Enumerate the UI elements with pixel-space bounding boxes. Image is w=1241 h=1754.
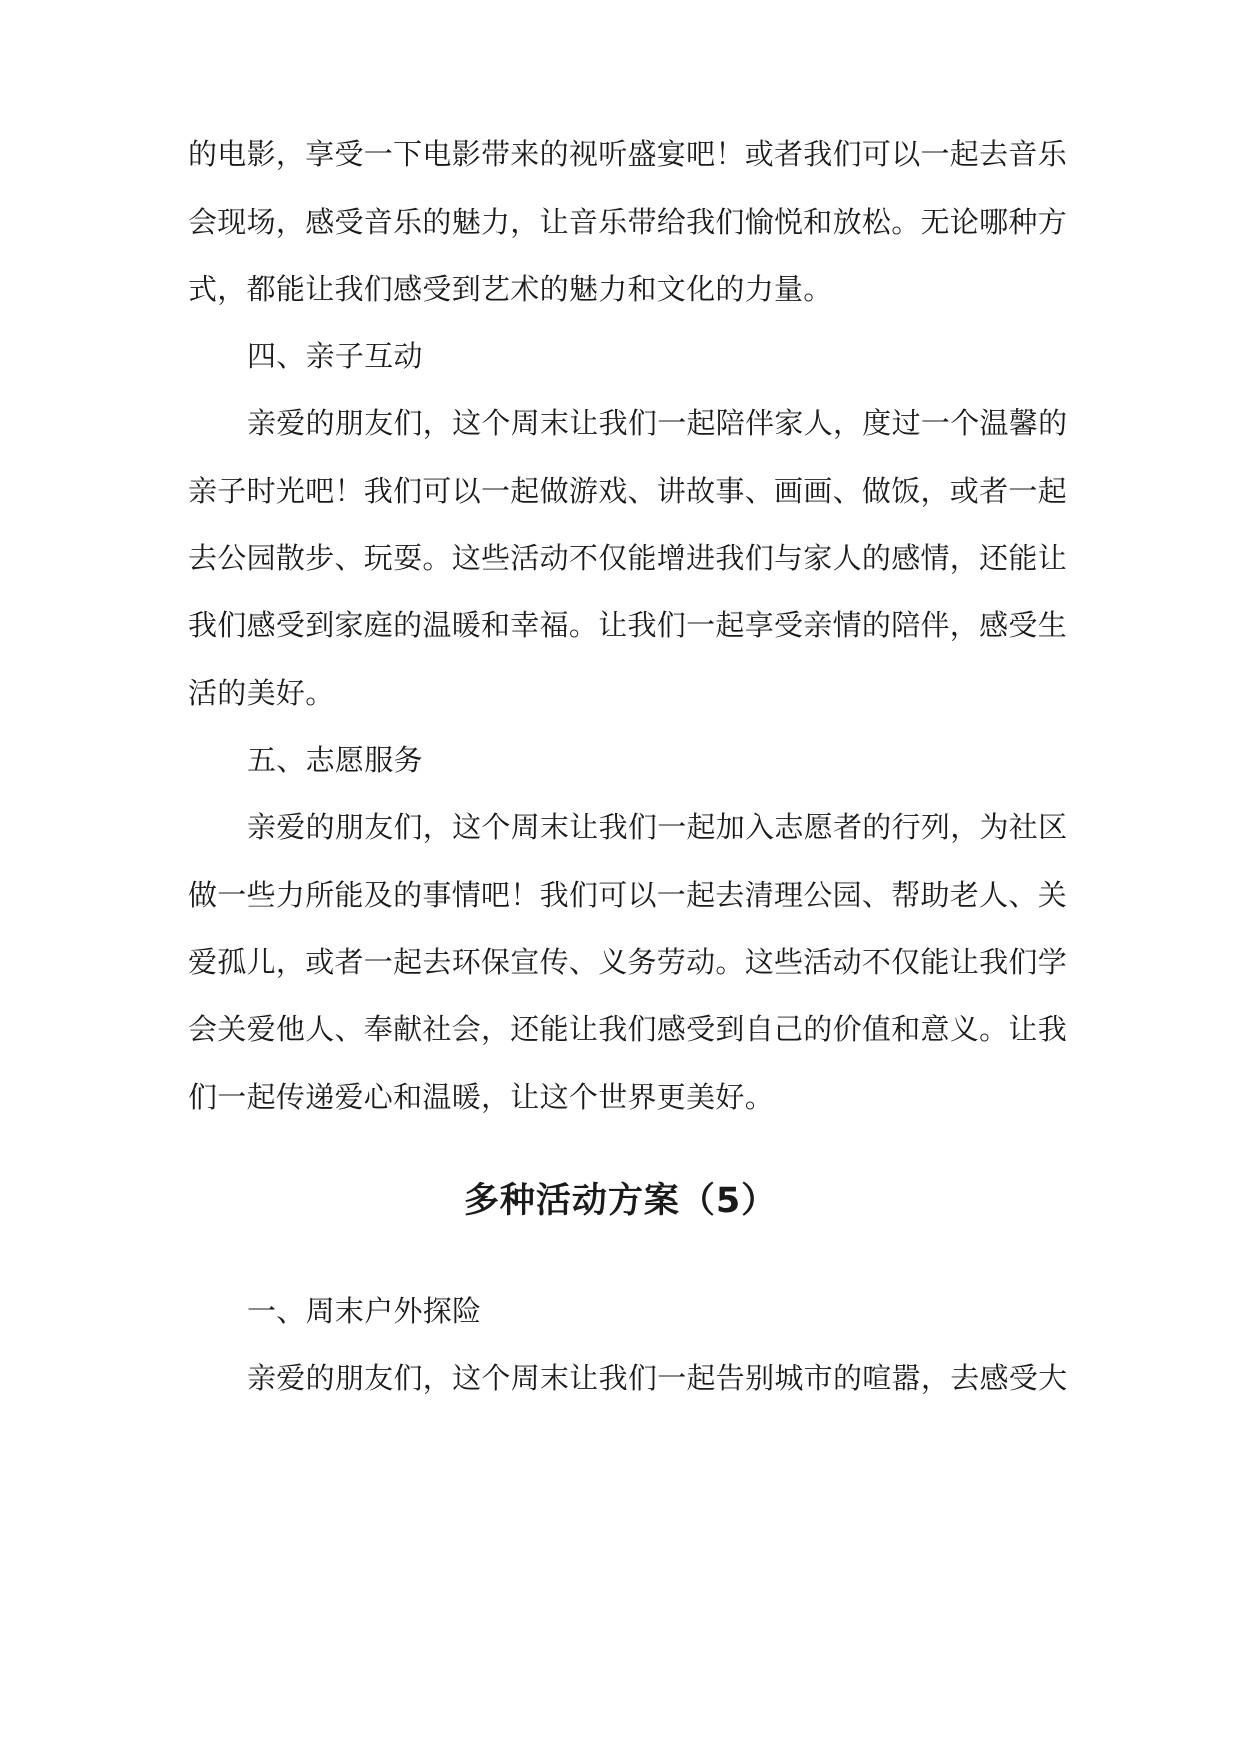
paragraph-line: 亲爱的朋友们，这个周末让我们一起加入志愿者的行列，为社区 bbox=[247, 810, 1068, 844]
paragraph-line: 去公园散步、玩耍。这些活动不仅能增进我们与家人的感情，还能让 bbox=[188, 541, 1068, 575]
paragraph-line: 式，都能让我们感受到艺术的魅力和文化的力量。 bbox=[188, 272, 833, 306]
paragraph-line: 们一起传递爱心和温暖，让这个世界更美好。 bbox=[188, 1080, 775, 1114]
paragraph-line: 活的美好。 bbox=[188, 676, 335, 710]
subheading-parent-child: 四、亲子互动 bbox=[247, 339, 423, 373]
paragraph-line: 会关爱他人、奉献社会，还能让我们感受到自己的价值和意义。让我 bbox=[188, 1012, 1068, 1046]
paragraph-line: 的电影，享受一下电影带来的视听盛宴吧！或者我们可以一起去音乐 bbox=[188, 137, 1068, 171]
paragraph-line: 亲子时光吧！我们可以一起做游戏、讲故事、画画、做饭，或者一起 bbox=[188, 474, 1068, 508]
paragraph-line: 亲爱的朋友们，这个周末让我们一起告别城市的喧嚣，去感受大 bbox=[247, 1361, 1068, 1395]
paragraph-line: 亲爱的朋友们，这个周末让我们一起陪伴家人，度过一个温馨的 bbox=[247, 406, 1068, 440]
paragraph-line: 爱孤儿，或者一起去环保宣传、义务劳动。这些活动不仅能让我们学 bbox=[188, 945, 1068, 979]
paragraph-line: 做一些力所能及的事情吧！我们可以一起去清理公园、帮助老人、关 bbox=[188, 878, 1068, 912]
section-title: 多种活动方案（5） bbox=[463, 1181, 778, 1221]
paragraph-line: 会现场，感受音乐的魅力，让音乐带给我们愉悦和放松。无论哪种方 bbox=[188, 205, 1068, 239]
subheading-outdoor: 一、周末户外探险 bbox=[247, 1294, 482, 1328]
subheading-volunteer: 五、志愿服务 bbox=[247, 743, 423, 777]
paragraph-line: 我们感受到家庭的温暖和幸福。让我们一起享受亲情的陪伴，感受生 bbox=[188, 608, 1068, 642]
